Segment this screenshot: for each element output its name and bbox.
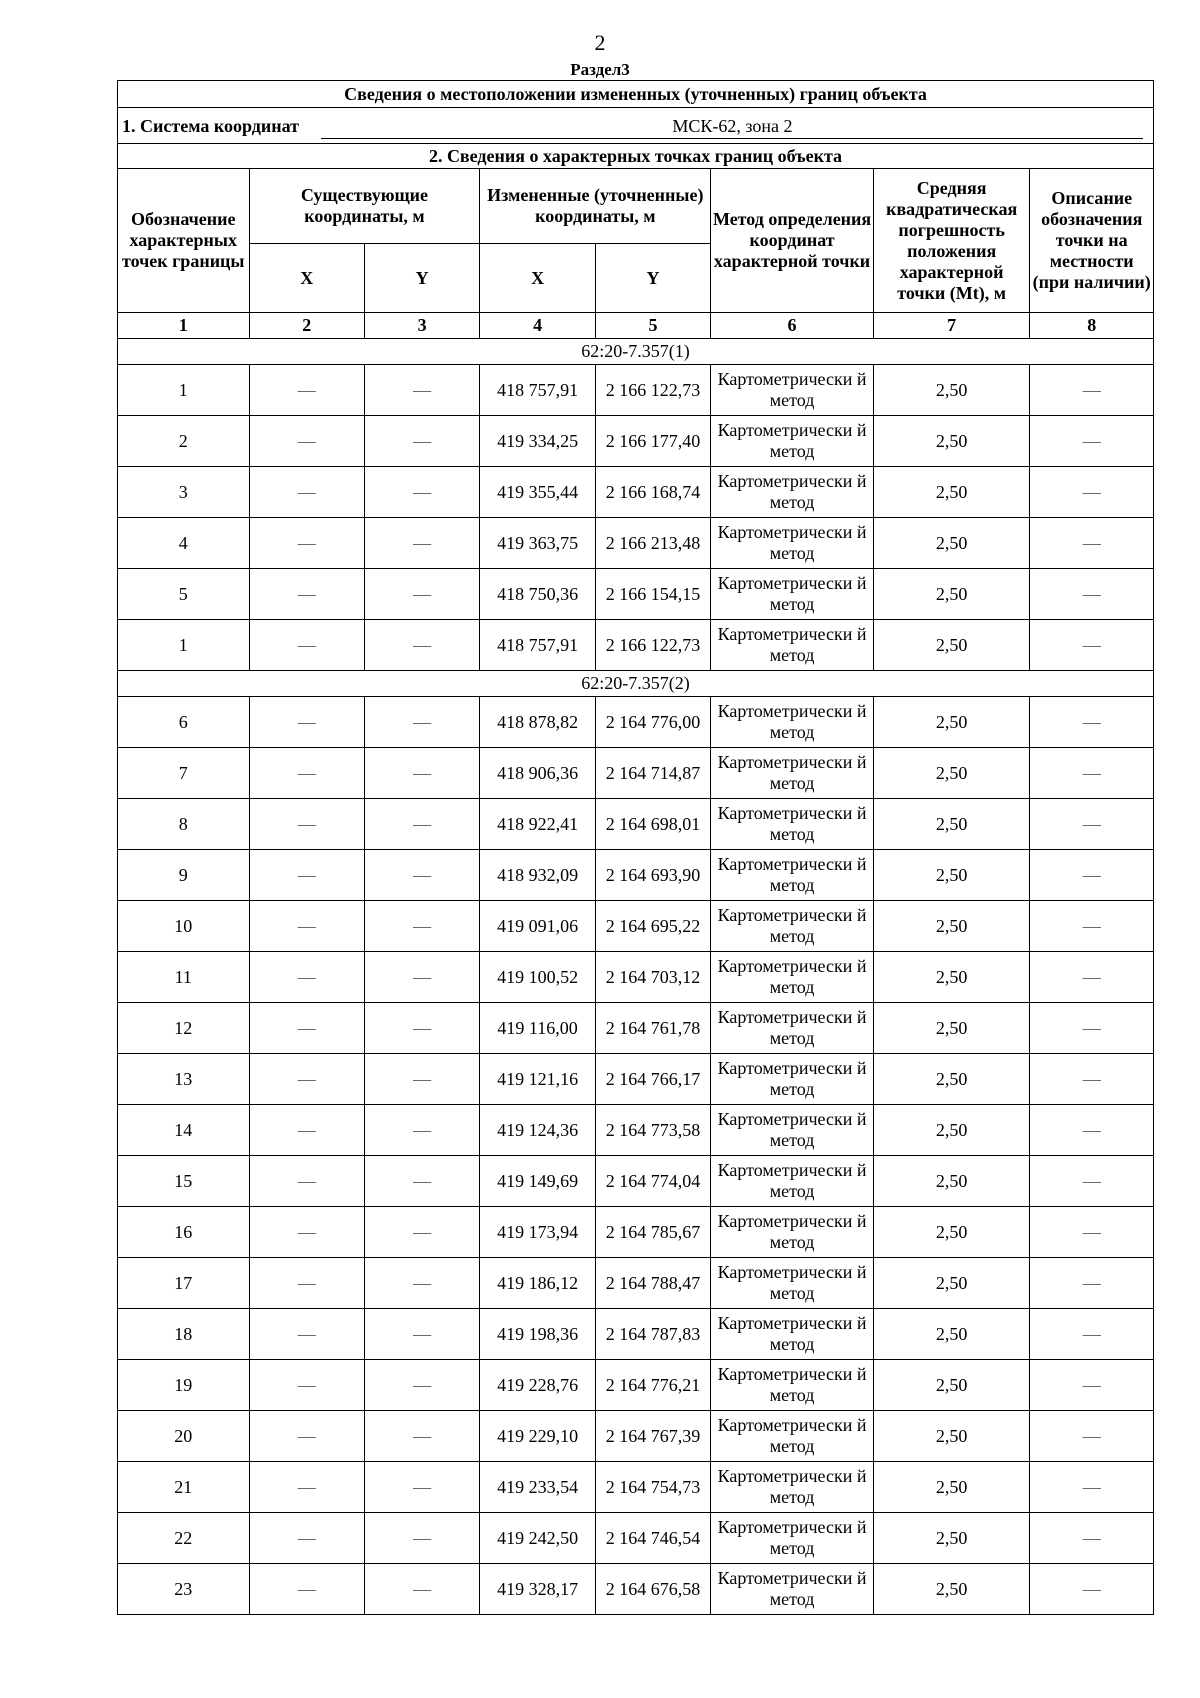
mean-error-cell: 2,50 <box>873 1309 1030 1360</box>
changed-x-cell: 419 121,16 <box>480 1054 595 1105</box>
changed-y-cell: 2 164 754,73 <box>595 1462 710 1513</box>
existing-x-cell: — <box>249 467 364 518</box>
column-number: 2 <box>249 313 364 339</box>
mean-error-cell: 2,50 <box>873 952 1030 1003</box>
table-row <box>118 901 1154 952</box>
method-cell: Картометрически й метод <box>711 365 874 416</box>
existing-x-cell: — <box>249 1003 364 1054</box>
method-cell: Картометрически й метод <box>711 416 874 467</box>
group-name: 62:20-7.357(2) <box>118 671 1154 697</box>
existing-y-cell: — <box>364 1309 479 1360</box>
mean-error-cell: 2,50 <box>873 1513 1030 1564</box>
description-cell: — <box>1030 901 1154 952</box>
description-cell: — <box>1030 1513 1154 1564</box>
changed-y-cell: 2 166 168,74 <box>595 467 710 518</box>
description-cell: — <box>1030 569 1154 620</box>
point-cell: 10 <box>118 901 250 952</box>
table-row <box>118 1462 1154 1513</box>
mean-error-cell: 2,50 <box>873 518 1030 569</box>
coordinate-system-label: 1. Система координат <box>122 115 299 136</box>
point-cell: 9 <box>118 850 250 901</box>
description-cell: — <box>1030 1105 1154 1156</box>
mean-error-cell: 2,50 <box>873 1207 1030 1258</box>
description-cell: — <box>1030 467 1154 518</box>
method-cell: Картометрически й метод <box>711 697 874 748</box>
existing-y-cell: — <box>364 901 479 952</box>
point-cell: 22 <box>118 1513 250 1564</box>
description-cell: — <box>1030 1360 1154 1411</box>
existing-x-cell: — <box>249 697 364 748</box>
existing-x-cell: — <box>249 1309 364 1360</box>
point-cell: 2 <box>118 416 250 467</box>
method-cell: Картометрически й метод <box>711 1003 874 1054</box>
existing-y-cell: — <box>364 1003 479 1054</box>
method-cell: Картометрически й метод <box>711 1207 874 1258</box>
existing-x-cell: — <box>249 748 364 799</box>
header-existing-y: Y <box>364 244 479 313</box>
method-cell: Картометрически й метод <box>711 1360 874 1411</box>
changed-x-cell: 419 149,69 <box>480 1156 595 1207</box>
column-number: 4 <box>480 313 595 339</box>
existing-x-cell: — <box>249 518 364 569</box>
changed-x-cell: 418 932,09 <box>480 850 595 901</box>
changed-x-cell: 418 757,91 <box>480 620 595 671</box>
point-cell: 3 <box>118 467 250 518</box>
existing-x-cell: — <box>249 799 364 850</box>
existing-y-cell: — <box>364 697 479 748</box>
changed-y-cell: 2 164 767,39 <box>595 1411 710 1462</box>
method-cell: Картометрически й метод <box>711 1258 874 1309</box>
method-cell: Картометрически й метод <box>711 952 874 1003</box>
existing-x-cell: — <box>249 569 364 620</box>
table-row <box>118 518 1154 569</box>
changed-x-cell: 419 242,50 <box>480 1513 595 1564</box>
changed-y-cell: 2 164 698,01 <box>595 799 710 850</box>
header-changed-y: Y <box>595 244 710 313</box>
table-row <box>118 1360 1154 1411</box>
point-cell: 15 <box>118 1156 250 1207</box>
changed-y-cell: 2 164 788,47 <box>595 1258 710 1309</box>
method-cell: Картометрически й метод <box>711 901 874 952</box>
column-number: 3 <box>364 313 479 339</box>
existing-y-cell: — <box>364 850 479 901</box>
mean-error-cell: 2,50 <box>873 1258 1030 1309</box>
existing-x-cell: — <box>249 1411 364 1462</box>
table-row <box>118 1003 1154 1054</box>
mean-error-cell: 2,50 <box>873 901 1030 952</box>
coordinate-system-value: МСК-62, зона 2 <box>321 116 1143 139</box>
mean-error-cell: 2,50 <box>873 799 1030 850</box>
point-cell: 18 <box>118 1309 250 1360</box>
point-cell: 13 <box>118 1054 250 1105</box>
point-cell: 14 <box>118 1105 250 1156</box>
existing-x-cell: — <box>249 620 364 671</box>
table-row <box>118 365 1154 416</box>
mean-error-cell: 2,50 <box>873 850 1030 901</box>
method-cell: Картометрически й метод <box>711 1564 874 1615</box>
description-cell: — <box>1030 1054 1154 1105</box>
method-cell: Картометрически й метод <box>711 1462 874 1513</box>
mean-error-cell: 2,50 <box>873 569 1030 620</box>
table-row <box>118 1564 1154 1615</box>
changed-y-cell: 2 166 122,73 <box>595 365 710 416</box>
column-number: 5 <box>595 313 710 339</box>
point-cell: 16 <box>118 1207 250 1258</box>
method-cell: Картометрически й метод <box>711 1105 874 1156</box>
existing-x-cell: — <box>249 1513 364 1564</box>
description-cell: — <box>1030 799 1154 850</box>
table-title: Сведения о местоположении измененных (уточненных) границ объекта <box>118 81 1154 108</box>
mean-error-cell: 2,50 <box>873 1411 1030 1462</box>
changed-x-cell: 418 906,36 <box>480 748 595 799</box>
point-cell: 17 <box>118 1258 250 1309</box>
changed-x-cell: 419 328,17 <box>480 1564 595 1615</box>
changed-y-cell: 2 164 773,58 <box>595 1105 710 1156</box>
method-cell: Картометрически й метод <box>711 1513 874 1564</box>
table-row <box>118 748 1154 799</box>
changed-x-cell: 418 757,91 <box>480 365 595 416</box>
coordinate-system-cell <box>118 108 1154 144</box>
existing-y-cell: — <box>364 1411 479 1462</box>
table-row <box>118 799 1154 850</box>
mean-error-cell: 2,50 <box>873 1054 1030 1105</box>
table-row <box>118 850 1154 901</box>
existing-x-cell: — <box>249 1105 364 1156</box>
changed-y-cell: 2 166 122,73 <box>595 620 710 671</box>
table-row <box>118 697 1154 748</box>
method-cell: Картометрически й метод <box>711 620 874 671</box>
point-cell: 19 <box>118 1360 250 1411</box>
column-number: 1 <box>118 313 250 339</box>
table-row <box>118 1156 1154 1207</box>
existing-y-cell: — <box>364 748 479 799</box>
changed-x-cell: 419 186,12 <box>480 1258 595 1309</box>
changed-y-cell: 2 164 695,22 <box>595 901 710 952</box>
existing-x-cell: — <box>249 952 364 1003</box>
description-cell: — <box>1030 1411 1154 1462</box>
changed-x-cell: 418 750,36 <box>480 569 595 620</box>
changed-x-cell: 419 124,36 <box>480 1105 595 1156</box>
description-cell: — <box>1030 1207 1154 1258</box>
header-method: Метод определения координат характерной точки <box>711 169 874 313</box>
existing-y-cell: — <box>364 1360 479 1411</box>
group-row <box>118 671 1154 697</box>
existing-y-cell: — <box>364 620 479 671</box>
description-cell: — <box>1030 1156 1154 1207</box>
header-existing-coordinates: Существующие координаты, м <box>249 169 480 244</box>
mean-error-cell: 2,50 <box>873 1156 1030 1207</box>
description-cell: — <box>1030 1309 1154 1360</box>
mean-error-cell: 2,50 <box>873 748 1030 799</box>
column-number: 6 <box>711 313 874 339</box>
table-row <box>118 1411 1154 1462</box>
method-cell: Картометрически й метод <box>711 748 874 799</box>
method-cell: Картометрически й метод <box>711 518 874 569</box>
table-row <box>118 569 1154 620</box>
existing-y-cell: — <box>364 416 479 467</box>
existing-y-cell: — <box>364 467 479 518</box>
changed-y-cell: 2 164 714,87 <box>595 748 710 799</box>
point-cell: 6 <box>118 697 250 748</box>
description-cell: — <box>1030 1258 1154 1309</box>
boundary-points-table <box>117 80 1154 1615</box>
changed-x-cell: 419 198,36 <box>480 1309 595 1360</box>
changed-y-cell: 2 164 693,90 <box>595 850 710 901</box>
point-cell: 1 <box>118 620 250 671</box>
point-cell: 11 <box>118 952 250 1003</box>
changed-x-cell: 419 334,25 <box>480 416 595 467</box>
mean-error-cell: 2,50 <box>873 1360 1030 1411</box>
description-cell: — <box>1030 1003 1154 1054</box>
header-designation: Обозначение характерных точек границы <box>118 169 250 313</box>
header-changed-coordinates: Измененные (уточненные) координаты, м <box>480 169 711 244</box>
existing-x-cell: — <box>249 901 364 952</box>
method-cell: Картометрически й метод <box>711 1054 874 1105</box>
description-cell: — <box>1030 365 1154 416</box>
description-cell: — <box>1030 620 1154 671</box>
point-cell: 5 <box>118 569 250 620</box>
description-cell: — <box>1030 850 1154 901</box>
changed-x-cell: 418 922,41 <box>480 799 595 850</box>
table-row <box>118 416 1154 467</box>
existing-x-cell: — <box>249 416 364 467</box>
table-row <box>118 952 1154 1003</box>
changed-x-cell: 419 100,52 <box>480 952 595 1003</box>
table-row <box>118 620 1154 671</box>
existing-y-cell: — <box>364 569 479 620</box>
changed-x-cell: 419 091,06 <box>480 901 595 952</box>
table-row <box>118 1258 1154 1309</box>
mean-error-cell: 2,50 <box>873 365 1030 416</box>
group-name: 62:20-7.357(1) <box>118 339 1154 365</box>
existing-y-cell: — <box>364 1054 479 1105</box>
changed-y-cell: 2 164 787,83 <box>595 1309 710 1360</box>
description-cell: — <box>1030 1462 1154 1513</box>
existing-x-cell: — <box>249 1054 364 1105</box>
existing-y-cell: — <box>364 1564 479 1615</box>
changed-y-cell: 2 164 761,78 <box>595 1003 710 1054</box>
existing-x-cell: — <box>249 1564 364 1615</box>
existing-y-cell: — <box>364 952 479 1003</box>
changed-y-cell: 2 164 776,00 <box>595 697 710 748</box>
existing-y-cell: — <box>364 799 479 850</box>
existing-y-cell: — <box>364 1513 479 1564</box>
point-cell: 8 <box>118 799 250 850</box>
existing-x-cell: — <box>249 365 364 416</box>
changed-y-cell: 2 164 785,67 <box>595 1207 710 1258</box>
existing-y-cell: — <box>364 1207 479 1258</box>
changed-x-cell: 419 233,54 <box>480 1462 595 1513</box>
changed-y-cell: 2 164 676,58 <box>595 1564 710 1615</box>
method-cell: Картометрически й метод <box>711 467 874 518</box>
existing-x-cell: — <box>249 1360 364 1411</box>
group-row <box>118 339 1154 365</box>
header-changed-x: X <box>480 244 595 313</box>
changed-x-cell: 419 116,00 <box>480 1003 595 1054</box>
existing-x-cell: — <box>249 1207 364 1258</box>
mean-error-cell: 2,50 <box>873 416 1030 467</box>
point-cell: 1 <box>118 365 250 416</box>
changed-x-cell: 419 228,76 <box>480 1360 595 1411</box>
existing-y-cell: — <box>364 518 479 569</box>
mean-error-cell: 2,50 <box>873 1462 1030 1513</box>
table-row <box>118 1513 1154 1564</box>
existing-y-cell: — <box>364 365 479 416</box>
existing-y-cell: — <box>364 1462 479 1513</box>
changed-x-cell: 419 363,75 <box>480 518 595 569</box>
existing-x-cell: — <box>249 1156 364 1207</box>
description-cell: — <box>1030 518 1154 569</box>
changed-x-cell: 419 229,10 <box>480 1411 595 1462</box>
changed-y-cell: 2 164 766,17 <box>595 1054 710 1105</box>
changed-y-cell: 2 164 776,21 <box>595 1360 710 1411</box>
changed-x-cell: 419 173,94 <box>480 1207 595 1258</box>
point-cell: 4 <box>118 518 250 569</box>
table-row <box>118 1105 1154 1156</box>
mean-error-cell: 2,50 <box>873 697 1030 748</box>
page-number: 2 <box>594 30 606 55</box>
description-cell: — <box>1030 697 1154 748</box>
description-cell: — <box>1030 1564 1154 1615</box>
column-number: 8 <box>1030 313 1154 339</box>
mean-error-cell: 2,50 <box>873 1564 1030 1615</box>
header-existing-x: X <box>249 244 364 313</box>
subsection-title: 2. Сведения о характерных точках границ объекта <box>118 144 1154 169</box>
method-cell: Картометрически й метод <box>711 1411 874 1462</box>
column-number: 7 <box>873 313 1030 339</box>
point-cell: 7 <box>118 748 250 799</box>
table-row <box>118 1054 1154 1105</box>
description-cell: — <box>1030 416 1154 467</box>
mean-error-cell: 2,50 <box>873 1105 1030 1156</box>
changed-y-cell: 2 164 774,04 <box>595 1156 710 1207</box>
changed-y-cell: 2 166 213,48 <box>595 518 710 569</box>
header-description: Описание обозначения точки на местности (при наличии) <box>1030 169 1154 313</box>
changed-y-cell: 2 164 746,54 <box>595 1513 710 1564</box>
table-row <box>118 1309 1154 1360</box>
changed-y-cell: 2 164 703,12 <box>595 952 710 1003</box>
point-cell: 12 <box>118 1003 250 1054</box>
existing-x-cell: — <box>249 1258 364 1309</box>
mean-error-cell: 2,50 <box>873 1003 1030 1054</box>
changed-x-cell: 418 878,82 <box>480 697 595 748</box>
mean-error-cell: 2,50 <box>873 620 1030 671</box>
mean-error-cell: 2,50 <box>873 467 1030 518</box>
existing-y-cell: — <box>364 1156 479 1207</box>
method-cell: Картометрически й метод <box>711 799 874 850</box>
existing-x-cell: — <box>249 850 364 901</box>
table-row <box>118 467 1154 518</box>
changed-x-cell: 419 355,44 <box>480 467 595 518</box>
method-cell: Картометрически й метод <box>711 1309 874 1360</box>
existing-y-cell: — <box>364 1258 479 1309</box>
method-cell: Картометрически й метод <box>711 569 874 620</box>
changed-y-cell: 2 166 154,15 <box>595 569 710 620</box>
existing-y-cell: — <box>364 1105 479 1156</box>
point-cell: 23 <box>118 1564 250 1615</box>
existing-x-cell: — <box>249 1462 364 1513</box>
point-cell: 20 <box>118 1411 250 1462</box>
changed-y-cell: 2 166 177,40 <box>595 416 710 467</box>
header-mean-error: Средняя квадратическая погрешность положения характерной точки (Mt), м <box>873 169 1030 313</box>
method-cell: Картометрически й метод <box>711 850 874 901</box>
description-cell: — <box>1030 748 1154 799</box>
description-cell: — <box>1030 952 1154 1003</box>
point-cell: 21 <box>118 1462 250 1513</box>
table-row <box>118 1207 1154 1258</box>
section-label: Раздел3 <box>570 60 630 79</box>
method-cell: Картометрически й метод <box>711 1156 874 1207</box>
